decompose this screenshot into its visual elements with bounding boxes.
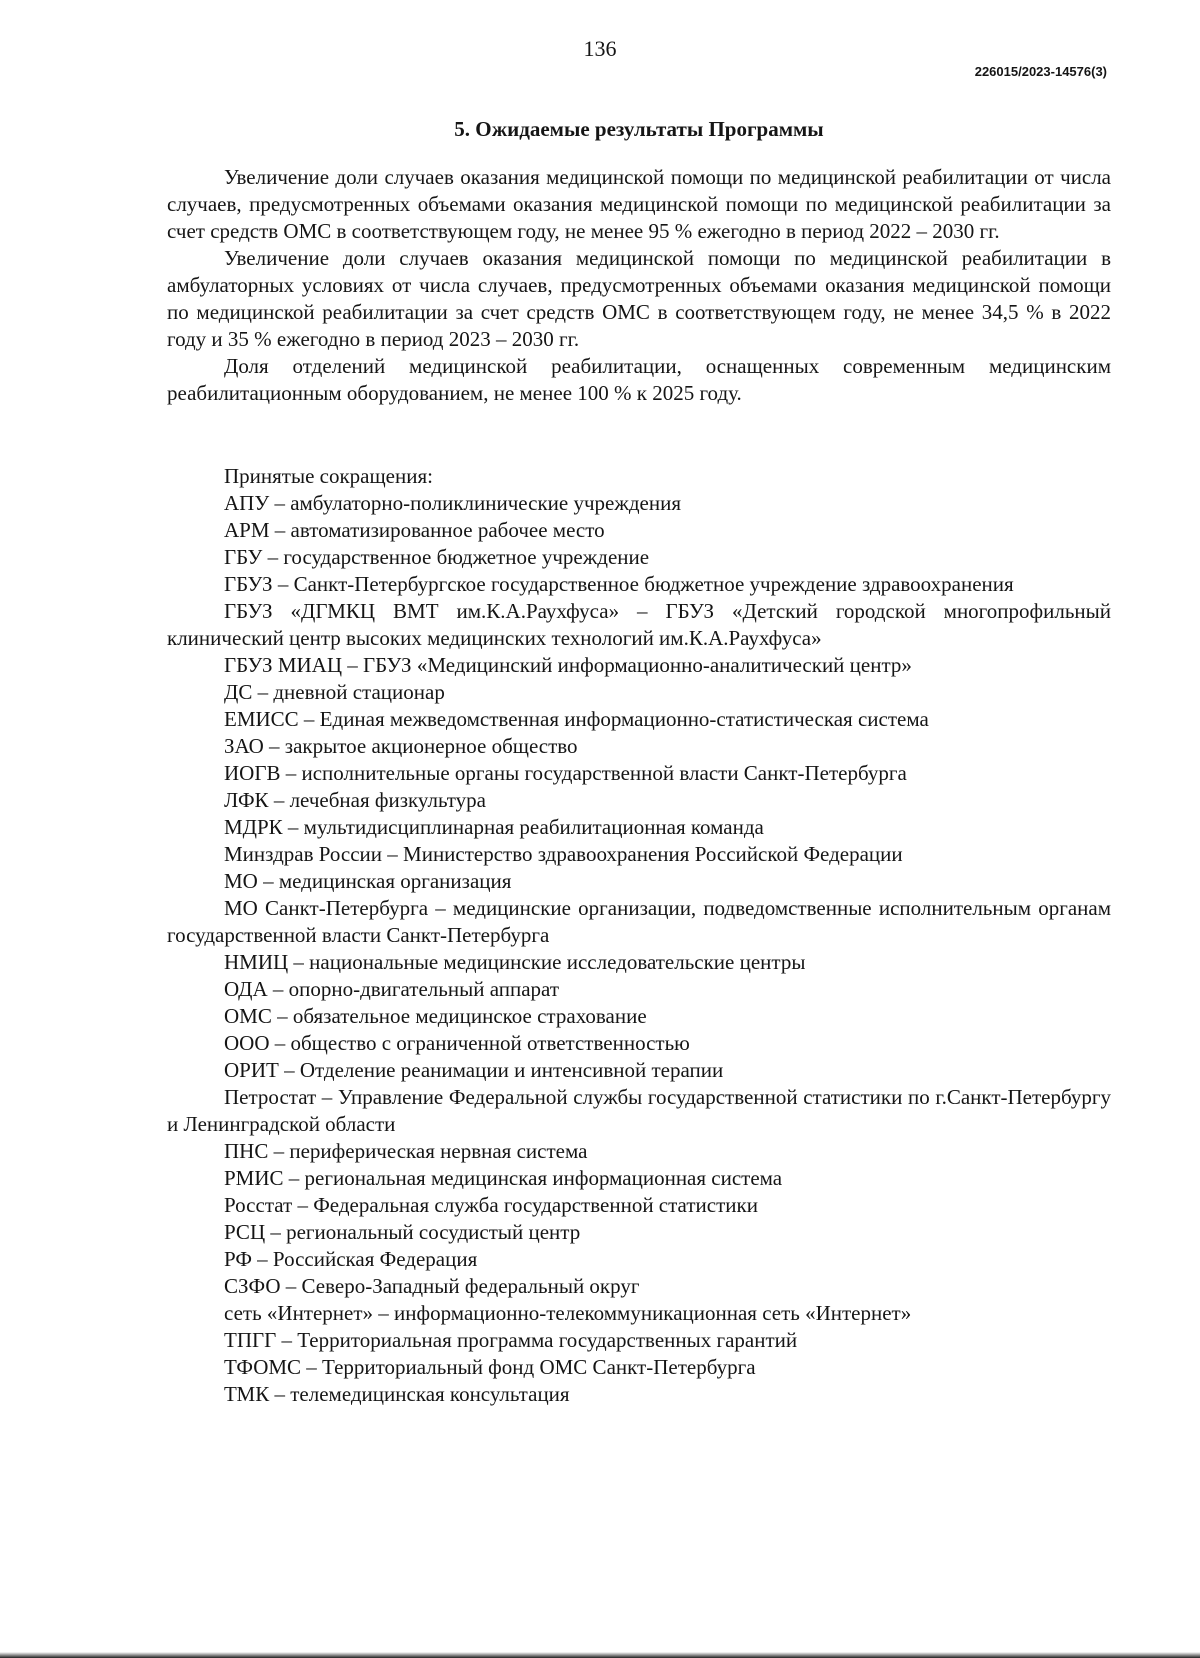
abbreviation-item: ЗАО – закрытое акционерное общество: [224, 734, 578, 758]
abbreviation-item: Петростат – Управление Федеральной службы государственной статистики по г.Санкт-Петербургу и Ленинградской области: [167, 1085, 1111, 1136]
abbreviation-item: РФ – Российская Федерация: [224, 1247, 478, 1271]
abbreviation-item: ООО – общество с ограниченной ответственностью: [224, 1031, 690, 1055]
abbreviation-item: ИОГВ – исполнительные органы государственной власти Санкт-Петербурга: [224, 761, 907, 785]
abbreviation-item: ГБУ – государственное бюджетное учреждение: [224, 545, 650, 569]
abbreviation-item: ТМК – телемедицинская консультация: [224, 1382, 570, 1406]
abbreviation-item: ЕМИСС – Единая межведомственная информационно-статистическая система: [224, 707, 929, 731]
abbreviations-list: [167, 463, 1111, 1408]
abbreviation-item: ГБУЗ «ДГМКЦ ВМТ им.К.А.Раухфуса» – ГБУЗ «Детский городской многопрофильный клинический центр высоких медицинских технологий им.К.А.Раухфуса»: [167, 599, 1111, 650]
page-content: [167, 116, 1111, 1408]
abbreviation-item: РМИС – региональная медицинская информационная система: [224, 1166, 783, 1190]
abbreviation-item: ПНС – периферическая нервная система: [224, 1139, 588, 1163]
page-number: 136: [583, 36, 617, 61]
abbreviation-item: ГБУЗ МИАЦ – ГБУЗ «Медицинский информационно-аналитический центр»: [224, 653, 912, 677]
abbreviation-item: МО Санкт-Петербурга – медицинские организации, подведомственные исполнительным органам государственной власти Санкт-Петербурга: [167, 896, 1111, 947]
abbreviation-item: МДРК – мультидисциплинарная реабилитационная команда: [224, 815, 764, 839]
section-title: 5. Ожидаемые результаты Программы: [454, 117, 824, 141]
scan-bottom-edge: [0, 1652, 1200, 1658]
paragraph: Увеличение доли случаев оказания медицинской помощи по медицинской реабилитации в амбулаторных условиях от числа случаев, предусмотренных объемами оказания медицинской помощи по медицинской реабилитации за счет средств ОМС в соответствующем году, не менее 34,5 % в 2022 году и 35 % ежегодно в период 2023 – 2030 гг.: [167, 246, 1111, 351]
abbreviation-item: ДС – дневной стационар: [224, 680, 445, 704]
abbreviations-heading: Принятые сокращения:: [224, 464, 433, 488]
abbreviation-item: Росстат – Федеральная служба государственной статистики: [224, 1193, 758, 1217]
abbreviation-item: Минздрав России – Министерство здравоохранения Российской Федерации: [224, 842, 903, 866]
abbreviation-item: ОРИТ – Отделение реанимации и интенсивной терапии: [224, 1058, 724, 1082]
abbreviation-item: НМИЦ – национальные медицинские исследовательские центры: [224, 950, 806, 974]
abbreviation-item: МО – медицинская организация: [224, 869, 512, 893]
paragraph: Доля отделений медицинской реабилитации, оснащенных современным медицинским реабилитационным оборудованием, не менее 100 % к 2025 году.: [167, 354, 1111, 405]
document-id: 226015/2023-14576(3): [974, 64, 1107, 79]
abbreviation-item: ОМС – обязательное медицинское страхование: [224, 1004, 647, 1028]
abbreviation-item: АРМ – автоматизированное рабочее место: [224, 518, 605, 542]
paragraph: Увеличение доли случаев оказания медицинской помощи по медицинской реабилитации от числа случаев, предусмотренных объемами оказания медицинской помощи по медицинской реабилитации за счет средств ОМС в соответствующем году, не менее 95 % ежегодно в период 2022 – 2030 гг.: [167, 165, 1111, 243]
abbreviation-item: ТПГГ – Территориальная программа государственных гарантий: [224, 1328, 798, 1352]
abbreviation-item: СЗФО – Северо-Западный федеральный округ: [224, 1274, 640, 1298]
abbreviation-item: АПУ – амбулаторно-поликлинические учреждения: [224, 491, 682, 515]
abbreviation-item: ГБУЗ – Санкт-Петербургское государственное бюджетное учреждение здравоохранения: [224, 572, 1014, 596]
abbreviation-item: ЛФК – лечебная физкультура: [224, 788, 486, 812]
abbreviation-item: ОДА – опорно-двигательный аппарат: [224, 977, 559, 1001]
abbreviation-item: РСЦ – региональный сосудистый центр: [224, 1220, 581, 1244]
results-paragraphs: [167, 164, 1111, 407]
abbreviation-item: сеть «Интернет» – информационно-телекоммуникационная сеть «Интернет»: [224, 1301, 912, 1325]
abbreviation-item: ТФОМС – Территориальный фонд ОМС Санкт-Петербурга: [224, 1355, 756, 1379]
